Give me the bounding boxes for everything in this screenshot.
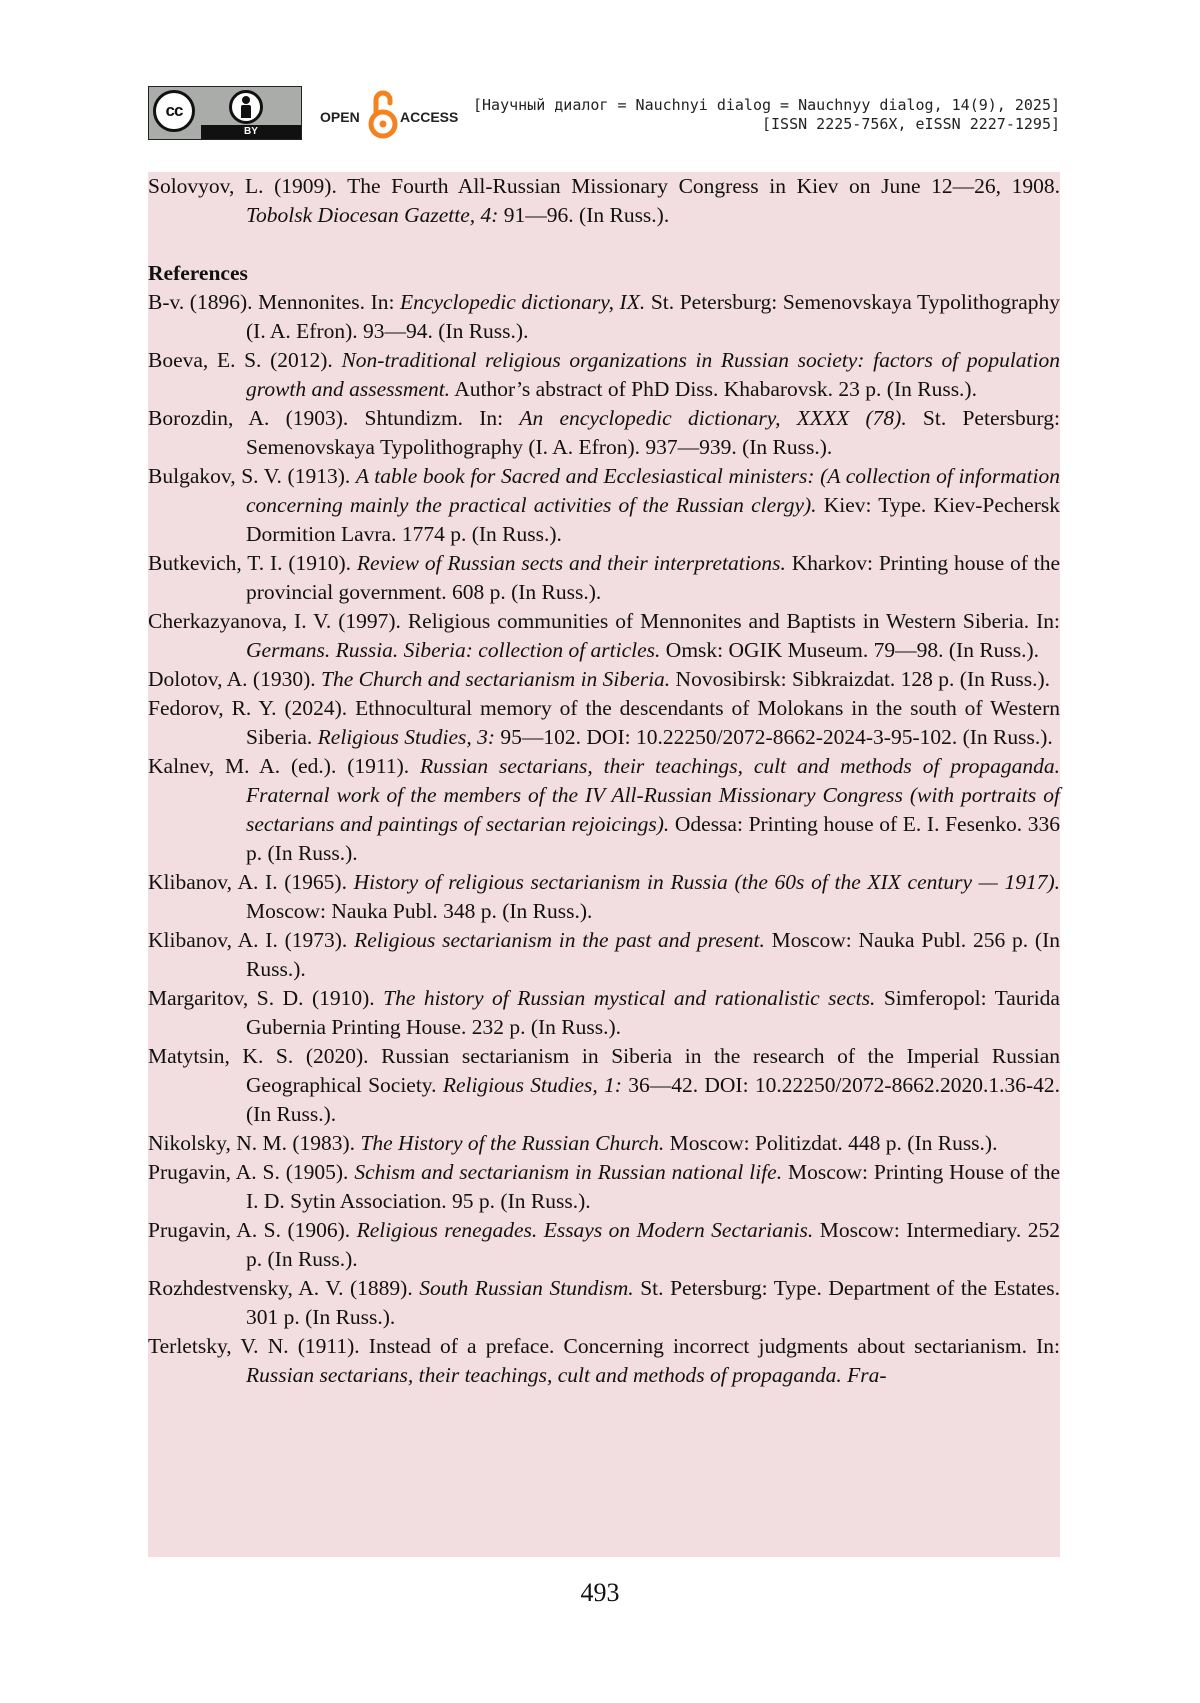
open-access-access-text: ACCESS [400,109,459,125]
reference-text: Dolotov, A. (1930). [148,667,321,691]
reference-source-title: History of religious sectarianism in Russia (the 60s of the XIX century — 1917). [353,870,1060,894]
reference-text: Solovyov, L. (1909). The Fourth All-Russian Missionary Congress in Kiev on June 12—26, 1908. [148,174,1060,198]
reference-details: Moscow: Intermediary. 252 p. (In Russ.). [246,1218,1060,1271]
reference-source-title: An encyclopedic dictionary, XXXX (78). [519,406,907,430]
reference-source-title: Russian sectarians, their teachings, cult and methods of propaganda. Fraternal work of the members of the IV All-Russian Missionary Congress (with portraits of sectarians and paintings of sectarian rejoicings). [246,754,1061,836]
reference-text: Borozdin, A. (1903). Shtundizm. In: [148,406,520,430]
page-number: 493 [580,1578,620,1607]
reference-source-title: Non-traditional religious organizations in Russian society: factors of population growth and assessment. [246,348,1061,401]
page-header [148,86,1060,144]
references-heading: References [148,261,248,285]
reference-entry-top [148,172,1060,230]
reference-details: 91—96. (In Russ.). [498,203,670,227]
reference-source-title: Religious Studies, 1: [442,1073,622,1097]
reference-details: Simferopol: Taurida Gubernia Printing House. 232 p. (In Russ.). [246,986,1060,1039]
reference-text: Prugavin, A. S. (1905). [148,1160,355,1184]
reference-entry [148,1332,1060,1390]
reference-entry [148,984,1060,1042]
reference-text: Nikolsky, N. M. (1983). [148,1131,361,1155]
reference-entry [148,549,1060,607]
reference-details: Novosibirsk: Sibkraizdat. 128 p. (In Russ.). [670,667,1050,691]
reference-source-title: Russian sectarians, their teachings, cult and methods of propaganda. Fra- [246,1363,887,1387]
journal-citation [473,96,1060,134]
reference-details: Kiev: Type. Kiev-Pechersk Dormition Lavra. 1774 p. (In Russ.). [246,493,1060,546]
reference-source-title: Review of Russian sects and their interpretations. [356,551,786,575]
reference-source-title: A table book for Sacred and Ecclesiastical ministers: (A collection of information concerning mainly the practical activities of the Russian clergy). [246,464,1060,517]
reference-text: Butkevich, T. I. (1910). [148,551,357,575]
reference-details: Omsk: OGIK Museum. 79—98. (In Russ.). [660,638,1040,662]
open-access-logo [320,86,465,142]
reference-source-title: The History of the Russian Church. [360,1131,665,1155]
reference-source-title: The history of Russian mystical and rationalistic sects. [383,986,876,1010]
references-list [148,288,1060,1390]
reference-source-title: Schism and sectarianism in Russian national life. [354,1160,783,1184]
reference-text: Prugavin, A. S. (1906). [148,1218,357,1242]
reference-entry [148,1274,1060,1332]
reference-entry [148,462,1060,549]
creative-commons-icon: cc [153,90,195,132]
reference-source-title: Religious sectarianism in the past and present. [354,928,765,952]
reference-details: Kharkov: Printing house of the provincial government. 608 p. (In Russ.). [246,551,1060,604]
reference-details: Moscow: Nauka Publ. 348 p. (In Russ.). [246,899,593,923]
reference-text: Bulgakov, S. V. (1913). [148,464,356,488]
references-block [148,172,1060,1557]
reference-entry [148,346,1060,404]
reference-details: St. Petersburg: Semenovskaya Typolithography (I. A. Efron). 93—94. (In Russ.). [246,290,1060,343]
reference-source-title: The Church and sectarianism in Siberia. [321,667,671,691]
reference-entry [148,1042,1060,1129]
reference-details: Odessa: Printing house of E. I. Fesenko. 336 p. (In Russ.). [246,812,1060,865]
reference-source-title: Religious Studies, 3: [317,725,496,749]
reference-text: Margaritov, S. D. (1910). [148,986,384,1010]
reference-entry [148,1216,1060,1274]
reference-source-title: Religious renegades. Essays on Modern Sectarianis. [356,1218,814,1242]
reference-details: Moscow: Printing House of the I. D. Sytin Association. 95 p. (In Russ.). [246,1160,1060,1213]
attribution-person-icon [229,90,263,124]
reference-text: Klibanov, A. I. (1973). [148,928,355,952]
reference-details: Author’s abstract of PhD Diss. Khabarovsk. 23 p. (In Russ.). [450,377,977,401]
reference-text: Matytsin, K. S. (2020). Russian sectarianism in Siberia in the research of the Imperial Russian Geographical Society. [148,1044,1060,1097]
reference-text: Rozhdestvensky, A. V. (1889). [148,1276,420,1300]
reference-source-title: South Russian Stundism. [419,1276,634,1300]
reference-source-title: Germans. Russia. Siberia: collection of articles. [246,638,661,662]
reference-entry [148,665,1060,694]
reference-source-title: Tobolsk Diocesan Gazette, 4: [246,203,499,227]
license-by-label: BY [201,125,301,139]
reference-details: 36—42. DOI: 10.22250/2072-8662.2020.1.36-42. (In Russ.). [246,1073,1060,1126]
reference-entry [148,607,1060,665]
reference-details: Moscow: Politizdat. 448 p. (In Russ.). [664,1131,998,1155]
reference-entry [148,752,1060,868]
open-access-lock-icon [368,86,398,142]
reference-details: Moscow: Nauka Publ. 256 p. (In Russ.). [246,928,1060,981]
reference-text: B-v. (1896). Mennonites. In: [148,290,401,314]
reference-entry [148,288,1060,346]
reference-details: St. Petersburg: Type. Department of the Estates. 301 p. (In Russ.). [246,1276,1060,1329]
reference-text: Kalnev, M. A. (ed.). (1911). [148,754,421,778]
reference-entry [148,868,1060,926]
reference-entry [148,926,1060,984]
reference-text: Terletsky, V. N. (1911). Instead of a preface. Concerning incorrect judgments about sectarianism. In: [148,1334,1060,1358]
reference-entry [148,1158,1060,1216]
reference-entry [148,404,1060,462]
reference-text: Boeva, E. S. (2012). [148,348,342,372]
reference-text: Fedorov, R. Y. (2024). Ethnocultural memory of the descendants of Molokans in the south of Western Siberia. [148,696,1060,749]
journal-citation-line-2: [ISSN 2225-756X, eISSN 2227-1295] [761,115,1060,133]
reference-text: Cherkazyanova, I. V. (1997). Religious communities of Mennonites and Baptists in Western Siberia. In: [148,609,1060,633]
reference-entry [148,1129,1060,1158]
reference-source-title: Encyclopedic dictionary, IX. [400,290,646,314]
reference-details: 95—102. DOI: 10.22250/2072-8662-2024-3-95-102. (In Russ.). [495,725,1053,749]
journal-citation-line-1: [Научный диалог = Nauchnyi dialog = Nauchnyy dialog, 14(9), 2025] [473,96,1060,114]
reference-entry [148,694,1060,752]
reference-details: St. Petersburg: Semenovskaya Typolithography (I. A. Efron). 937—939. (In Russ.). [246,406,1061,459]
cc-by-license-badge [148,86,302,140]
reference-text: Klibanov, A. I. (1965). [148,870,354,894]
open-access-open-text: OPEN [320,109,360,125]
